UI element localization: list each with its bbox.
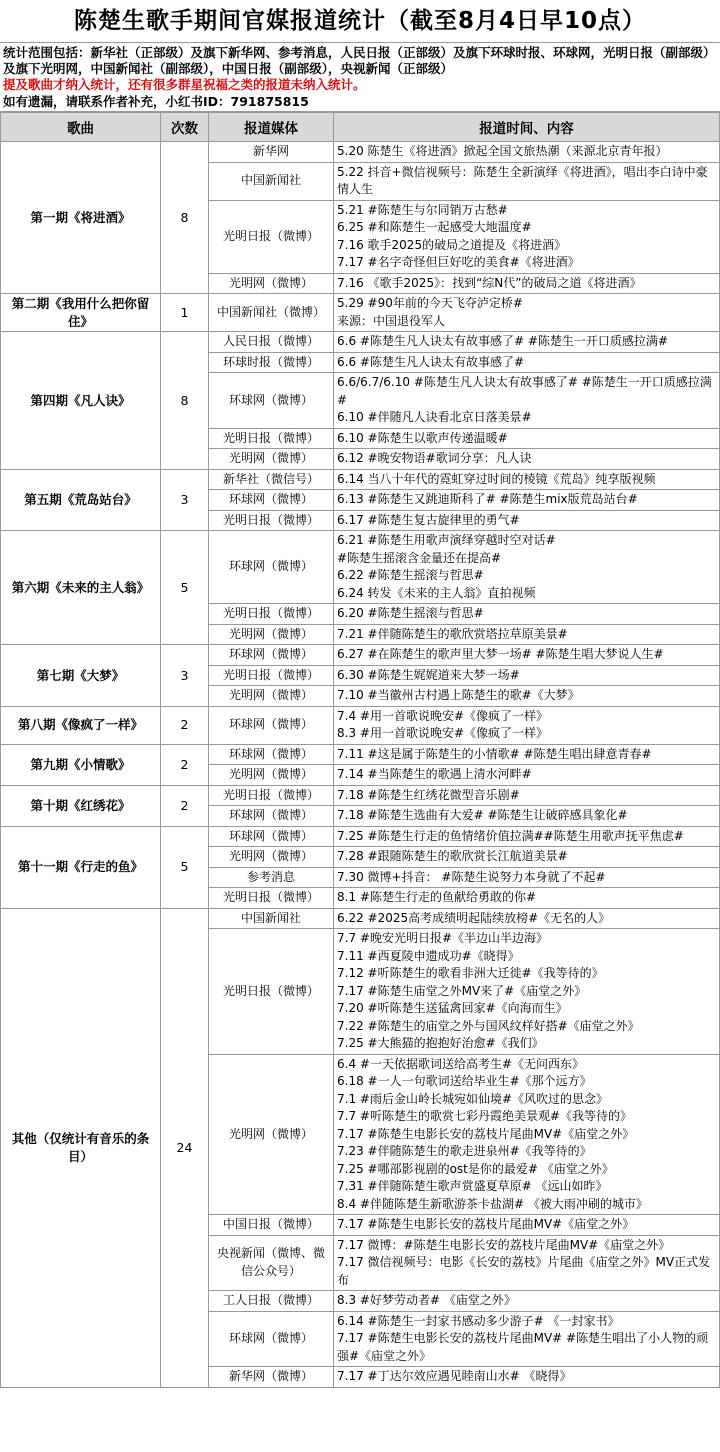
song-cell: 第十一期《行走的鱼》 bbox=[1, 826, 161, 908]
song-cell: 第七期《大梦》 bbox=[1, 645, 161, 707]
table-row bbox=[1, 706, 720, 744]
content-cell: 6.6 #陈楚生凡人诀太有故事感了# bbox=[334, 352, 720, 373]
content-cell: 6.14 当八十年代的霓虹穿过时间的棱镜《荒岛》纯享版视频 bbox=[334, 469, 720, 490]
content-cell: 6.6/6.7/6.10 #陈楚生凡人诀太有故事感了# #陈楚生一开口质感拉满# 6.10 #伴随凡人诀看北京日落美景# bbox=[334, 373, 720, 429]
content-cell: 6.22 #2025高考成绩明起陆续放榜#《无名的人》 bbox=[334, 908, 720, 929]
media-cell: 环球网（微博） bbox=[209, 373, 334, 429]
count-cell: 5 bbox=[161, 826, 209, 908]
media-cell: 光明日报（微博） bbox=[209, 428, 334, 449]
media-cell: 中国新闻社（微博） bbox=[209, 294, 334, 332]
content-cell: 7.21 #伴随陈楚生的歌欣赏塔拉草原美景# bbox=[334, 624, 720, 645]
page-title: 陈楚生歌手期间官媒报道统计（截至8月4日早10点） bbox=[0, 0, 720, 43]
media-cell: 央视新闻（微博、微信公众号） bbox=[209, 1235, 334, 1291]
content-cell: 7.30 微博+抖音： #陈楚生说努力本身就了不起# bbox=[334, 867, 720, 888]
content-cell: 5.22 抖音+微信视频号：陈楚生全新演绎《将进酒》，唱出李白诗中豪情人生 bbox=[334, 162, 720, 200]
media-cell: 光明网（微博） bbox=[209, 1054, 334, 1215]
media-cell: 环球网（微博） bbox=[209, 1311, 334, 1367]
scope-note: 统计范围包括：新华社（正部级）及旗下新华网、参考消息，人民日报（正部级）及旗下环球时报、环球网，光明日报（副部级）及旗下光明网，中国新闻社（副部级），中国日报（副部级），央视新闻（正部级） bbox=[3, 45, 716, 76]
media-cell: 参考消息 bbox=[209, 867, 334, 888]
content-cell: 6.14 #陈楚生一封家书感动多少游子# 《一封家书》 7.17 #陈楚生电影长安的荔枝片尾曲MV# #陈楚生唱出了小人物的顽强#《庙堂之外》 bbox=[334, 1311, 720, 1367]
content-cell: 5.21 #陈楚生与尔同销万古愁# 6.25 #和陈楚生一起感受大地温度# 7.16 歌手2025的破局之道提及《将进酒》 7.17 #名字奇怪但巨好吃的美食#《将进酒》 bbox=[334, 200, 720, 273]
media-cell: 环球网（微博） bbox=[209, 806, 334, 827]
content-cell: 7.28 #跟随陈楚生的歌欣赏长江航道美景# bbox=[334, 847, 720, 868]
content-cell: 7.18 #陈楚生选曲有大爱# #陈楚生让破碎感具象化# bbox=[334, 806, 720, 827]
count-cell: 2 bbox=[161, 706, 209, 744]
content-cell: 6.20 #陈楚生摇滚与哲思# bbox=[334, 604, 720, 625]
table-body bbox=[1, 142, 720, 1388]
content-cell: 7.4 #用一首歌说晚安#《像疯了一样》 8.3 #用一首歌说晚安#《像疯了一样》 bbox=[334, 706, 720, 744]
content-cell: 7.14 #当陈楚生的歌遇上清水河畔# bbox=[334, 765, 720, 786]
media-cell: 中国新闻社 bbox=[209, 162, 334, 200]
media-cell: 环球网（微博） bbox=[209, 531, 334, 604]
media-cell: 光明网（微博） bbox=[209, 686, 334, 707]
content-cell: 7.18 #陈楚生红绣花微型音乐剧# bbox=[334, 785, 720, 806]
content-cell: 6.12 #晚安物语#歌词分享：凡人诀 bbox=[334, 449, 720, 470]
content-cell: 6.6 #陈楚生凡人诀太有故事感了# #陈楚生一开口质感拉满# bbox=[334, 332, 720, 353]
count-cell: 8 bbox=[161, 142, 209, 294]
table-row bbox=[1, 645, 720, 666]
table-row bbox=[1, 142, 720, 163]
count-cell: 2 bbox=[161, 744, 209, 785]
header-song: 歌曲 bbox=[1, 113, 161, 142]
table-row bbox=[1, 744, 720, 765]
media-cell: 环球时报（微博） bbox=[209, 352, 334, 373]
table-row bbox=[1, 785, 720, 806]
song-cell: 第一期《将进酒》 bbox=[1, 142, 161, 294]
song-cell: 第八期《像疯了一样》 bbox=[1, 706, 161, 744]
content-cell: 7.16 《歌手2025》：找到“综N代”的破局之道《将进酒》 bbox=[334, 273, 720, 294]
count-cell: 8 bbox=[161, 332, 209, 470]
table-row bbox=[1, 294, 720, 332]
content-cell: 7.25 #陈楚生行走的鱼情绪价值拉满##陈楚生用歌声抚平焦虑# bbox=[334, 826, 720, 847]
table-row bbox=[1, 332, 720, 353]
content-cell: 8.1 #陈楚生行走的鱼献给勇敢的你# bbox=[334, 888, 720, 909]
song-cell: 第四期《凡人诀》 bbox=[1, 332, 161, 470]
table-row bbox=[1, 826, 720, 847]
content-cell: 6.21 #陈楚生用歌声演绎穿越时空对话# #陈楚生摇滚含金量还在提高# 6.22 #陈楚生摇滚与哲思# 6.24 转发《未来的主人翁》直拍视频 bbox=[334, 531, 720, 604]
song-cell: 其他（仅统计有音乐的条目） bbox=[1, 908, 161, 1387]
table-row bbox=[1, 469, 720, 490]
media-cell: 光明网（微博） bbox=[209, 624, 334, 645]
media-cell: 光明日报（微博） bbox=[209, 888, 334, 909]
content-cell: 6.27 #在陈楚生的歌声里大梦一场# #陈楚生唱大梦说人生# bbox=[334, 645, 720, 666]
content-cell: 7.10 #当徽州古村遇上陈楚生的歌#《大梦》 bbox=[334, 686, 720, 707]
count-cell: 24 bbox=[161, 908, 209, 1387]
media-cell: 中国日报（微博） bbox=[209, 1215, 334, 1236]
media-cell: 中国新闻社 bbox=[209, 908, 334, 929]
media-cell: 光明日报（微博） bbox=[209, 200, 334, 273]
content-cell: 5.20 陈楚生《将进酒》掀起全国文旅热潮（来源北京青年报） bbox=[334, 142, 720, 163]
content-cell: 6.30 #陈楚生娓娓道来大梦一场# bbox=[334, 665, 720, 686]
count-cell: 2 bbox=[161, 785, 209, 826]
content-cell: 7.11 #这是属于陈楚生的小情歌# #陈楚生唱出肆意青春# bbox=[334, 744, 720, 765]
media-cell: 环球网（微博） bbox=[209, 744, 334, 765]
content-cell: 7.7 #晚安光明日报#《半边山半边海》 7.11 #西夏陵申遗成功#《晓得》 7.12 #听陈楚生的歌看非洲大迁徙#《我等待的》 7.17 #陈楚生庙堂之外MV来了#《庙堂之外》 7.20 #听陈楚生送猛禽回家#《向海而生》 7.22 #陈楚生的庙堂之外与国风纹样好搭#《庙堂之外》 7.25 #大熊猫的抱抱好治愈#《我们》 bbox=[334, 929, 720, 1055]
media-cell: 光明网（微博） bbox=[209, 449, 334, 470]
red-note: 提及歌曲才纳入统计，还有很多群星祝福之类的报道未纳入统计。 bbox=[3, 77, 366, 92]
content-cell: 7.17 微博：#陈楚生电影长安的荔枝片尾曲MV#《庙堂之外》 7.17 微信视频号：电影《长安的荔枝》片尾曲《庙堂之外》MV正式发布 bbox=[334, 1235, 720, 1291]
media-cell: 环球网（微博） bbox=[209, 645, 334, 666]
content-cell: 6.13 #陈楚生又跳迪斯科了# #陈楚生mix版荒岛站台# bbox=[334, 490, 720, 511]
content-cell: 8.3 #好梦劳动者# 《庙堂之外》 bbox=[334, 1291, 720, 1312]
header-content: 报道时间、内容 bbox=[334, 113, 720, 142]
header-media: 报道媒体 bbox=[209, 113, 334, 142]
media-cell: 光明日报（微博） bbox=[209, 604, 334, 625]
media-cell: 光明网（微博） bbox=[209, 273, 334, 294]
content-cell: 6.17 #陈楚生复古旋律里的勇气# bbox=[334, 510, 720, 531]
media-cell: 光明日报（微博） bbox=[209, 929, 334, 1055]
media-cell: 环球网（微博） bbox=[209, 706, 334, 744]
media-cell: 新华社（微信号） bbox=[209, 469, 334, 490]
media-cell: 工人日报（微博） bbox=[209, 1291, 334, 1312]
content-cell: 7.17 #陈楚生电影长安的荔枝片尾曲MV#《庙堂之外》 bbox=[334, 1215, 720, 1236]
media-cell: 新华网（微博） bbox=[209, 1367, 334, 1388]
contact-note: 如有遗漏，请联系作者补充，小红书ID：791875815 bbox=[0, 93, 720, 112]
media-cell: 光明日报（微博） bbox=[209, 785, 334, 806]
header-row bbox=[1, 113, 720, 142]
count-cell: 1 bbox=[161, 294, 209, 332]
media-cell: 光明日报（微博） bbox=[209, 665, 334, 686]
media-cell: 新华网 bbox=[209, 142, 334, 163]
count-cell: 5 bbox=[161, 531, 209, 645]
song-cell: 第五期《荒岛站台》 bbox=[1, 469, 161, 531]
song-cell: 第十期《红绣花》 bbox=[1, 785, 161, 826]
table-row bbox=[1, 531, 720, 604]
media-cell: 环球网（微博） bbox=[209, 490, 334, 511]
table-row bbox=[1, 908, 720, 929]
media-cell: 环球网（微博） bbox=[209, 826, 334, 847]
content-cell: 6.10 #陈楚生以歌声传递温暖# bbox=[334, 428, 720, 449]
song-cell: 第九期《小情歌》 bbox=[1, 744, 161, 785]
content-cell: 5.29 #90年前的今天飞夺泸定桥# 来源：中国退役军人 bbox=[334, 294, 720, 332]
media-cell: 光明网（微博） bbox=[209, 847, 334, 868]
song-cell: 第二期《我用什么把你留住》 bbox=[1, 294, 161, 332]
count-cell: 3 bbox=[161, 645, 209, 707]
content-cell: 7.17 #丁达尔效应遇见睦南山水# 《晓得》 bbox=[334, 1367, 720, 1388]
media-cell: 光明日报（微博） bbox=[209, 510, 334, 531]
song-cell: 第六期《未来的主人翁》 bbox=[1, 531, 161, 645]
header-count: 次数 bbox=[161, 113, 209, 142]
media-cell: 人民日报（微博） bbox=[209, 332, 334, 353]
content-cell: 6.4 #一天依据歌词送给高考生#《无问西东》 6.18 #一人一句歌词送给毕业生#《那个远方》 7.1 #雨后金山岭长城宛如仙境#《风吹过的思念》 7.7 #听陈楚生的歌赏七彩丹霞绝美景观#《我等待的》 7.17 #陈楚生电影长安的荔枝片尾曲MV#《庙堂之外》 7.23 #伴随陈楚生的歌走进泉州#《我等待的》 7.25 #哪部影视剧的ost是你的最爱# 《庙堂之外》 7.31 #伴随陈楚生歌声赏盛夏草原# 《远山如昨》 8.4 #伴随陈楚生新歌游茶卡盐湖# 《被大雨冲刷的城市》 bbox=[334, 1054, 720, 1215]
media-cell: 光明网（微博） bbox=[209, 765, 334, 786]
report-table bbox=[0, 112, 720, 1388]
count-cell: 3 bbox=[161, 469, 209, 531]
